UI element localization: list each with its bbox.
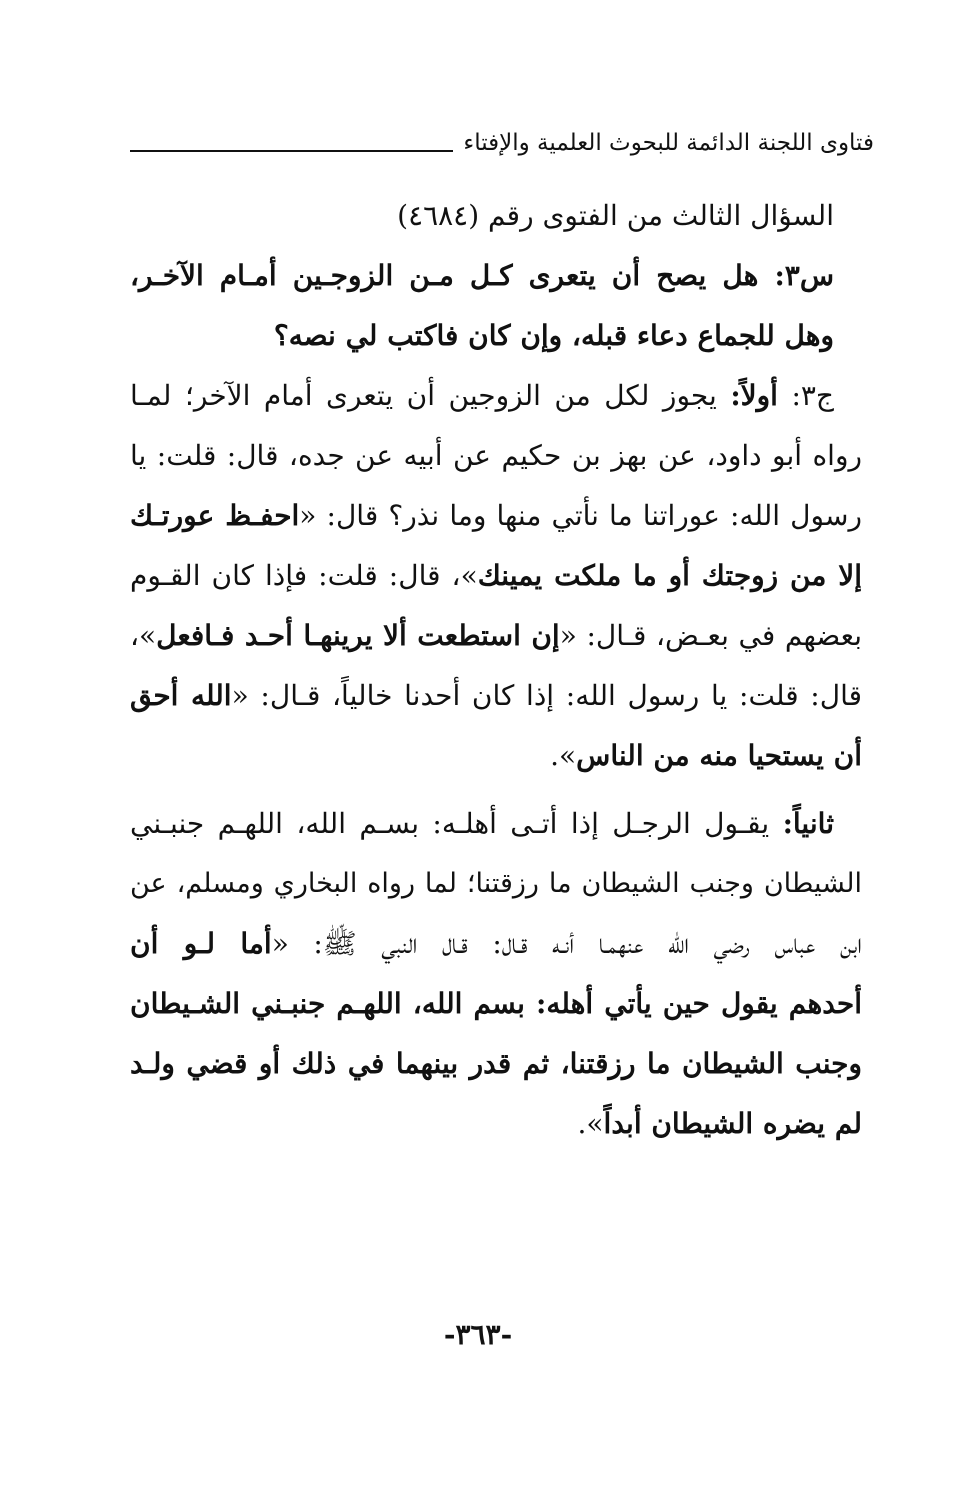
header-title: فتاوى اللجنة الدائمة للبحوث العلمية والإفتاء [463, 130, 874, 156]
hadith-quote-1b: إلا من زوجتك أو ما ملكت يمينك [477, 559, 862, 592]
first-point-label: أولاً: [730, 379, 778, 412]
second-point-line-2: الشيطان وجنب الشيطان ما رزقتنا؛ لما رواه البخاري ومسلم، عن [130, 868, 862, 899]
answer-line-5 [130, 606, 862, 666]
hadith-quote-2: إن استطعت ألا يرينهـا أحـد فـافعل [156, 619, 560, 652]
answer-text-7b: ». [550, 739, 577, 772]
second-point-line-3 [130, 914, 862, 974]
second-point-line-1 [130, 794, 862, 854]
second-point-line-6 [130, 1094, 862, 1154]
question-text-1: هل يصح أن يتعرى كـل مـن الزوجـين أمـام الآخـر، [130, 259, 759, 292]
second-point-text-3a: ابن عباس رضي الله عنهمـا أنـه قـال: قـال النبي ﷺ: « [271, 927, 862, 960]
second-point-text-6b: ». [577, 1107, 604, 1140]
answer-line-3 [130, 486, 862, 546]
question-line-1 [130, 246, 862, 306]
running-header [130, 118, 874, 158]
question-heading: السؤال الثالث من الفتوى رقم (٤٦٨٤) [397, 199, 834, 232]
hadith-quote-3a: الله أحق [130, 679, 232, 712]
answer-line-1 [130, 366, 862, 426]
answer-text-4b: »، قال: قلت: فإذا كان القـوم [130, 559, 478, 592]
answer-line-2: رواه أبو داود، عن بهز بن حكيم عن أبيه عن جده، قال: قلت: يا [130, 439, 862, 472]
answer-text-6a: قال: قلت: يا رسول الله: إذا كان أحدنا خالياً، قـال: « [231, 679, 862, 712]
second-point-text-1: يقـول الرجـل إذا أتـى أهلـه: بسـم الله، اللهـم جنبـني [130, 807, 770, 840]
answer-text-5a: بعضهم في بعـض، قـال: « [559, 619, 862, 652]
paragraph-gap [130, 786, 862, 794]
answer-line-4 [130, 546, 862, 606]
answer-label: ج٣: [791, 379, 834, 412]
answer-text-3a: رسول الله: عوراتنا ما نأتي منها وما نذر؟ قال: « [299, 499, 862, 532]
second-point-label: ثانياً: [782, 807, 834, 840]
hadith-quote-4b: لم يضره الشيطان أبداً [603, 1107, 862, 1140]
hadith-quote-1a: احفـظ عورتـك [130, 499, 300, 532]
answer-text-5c: »، [130, 619, 157, 652]
hadith-quote-3b: أن يستحيا منه من الناس [576, 739, 862, 772]
question-line-2: وهل للجماع دعاء قبله، وإن كان فاكتب لي نصه؟ [273, 319, 834, 352]
answer-text-1: يجوز لكل من الزوجين أن يتعرى أمام الآخر؛ لمـا [130, 379, 717, 412]
answer-line-7 [130, 726, 862, 786]
hadith-quote-4a: أما لـو أن [130, 927, 272, 960]
header-rule [130, 150, 453, 152]
second-point-line-4: أحدهم يقول حين يأتي أهله: بسم الله، اللهـم جنبـني الشـيطان [130, 987, 862, 1020]
answer-line-6 [130, 666, 862, 726]
second-point-line-5: وجنب الشيطان ما رزقتنا، ثم قدر بينهما في ذلك أو قضي ولـد [130, 1047, 862, 1080]
fatwa-body [130, 186, 862, 1154]
question-label: س٣: [774, 259, 835, 292]
page-number: -٣٦٣- [443, 1318, 513, 1351]
